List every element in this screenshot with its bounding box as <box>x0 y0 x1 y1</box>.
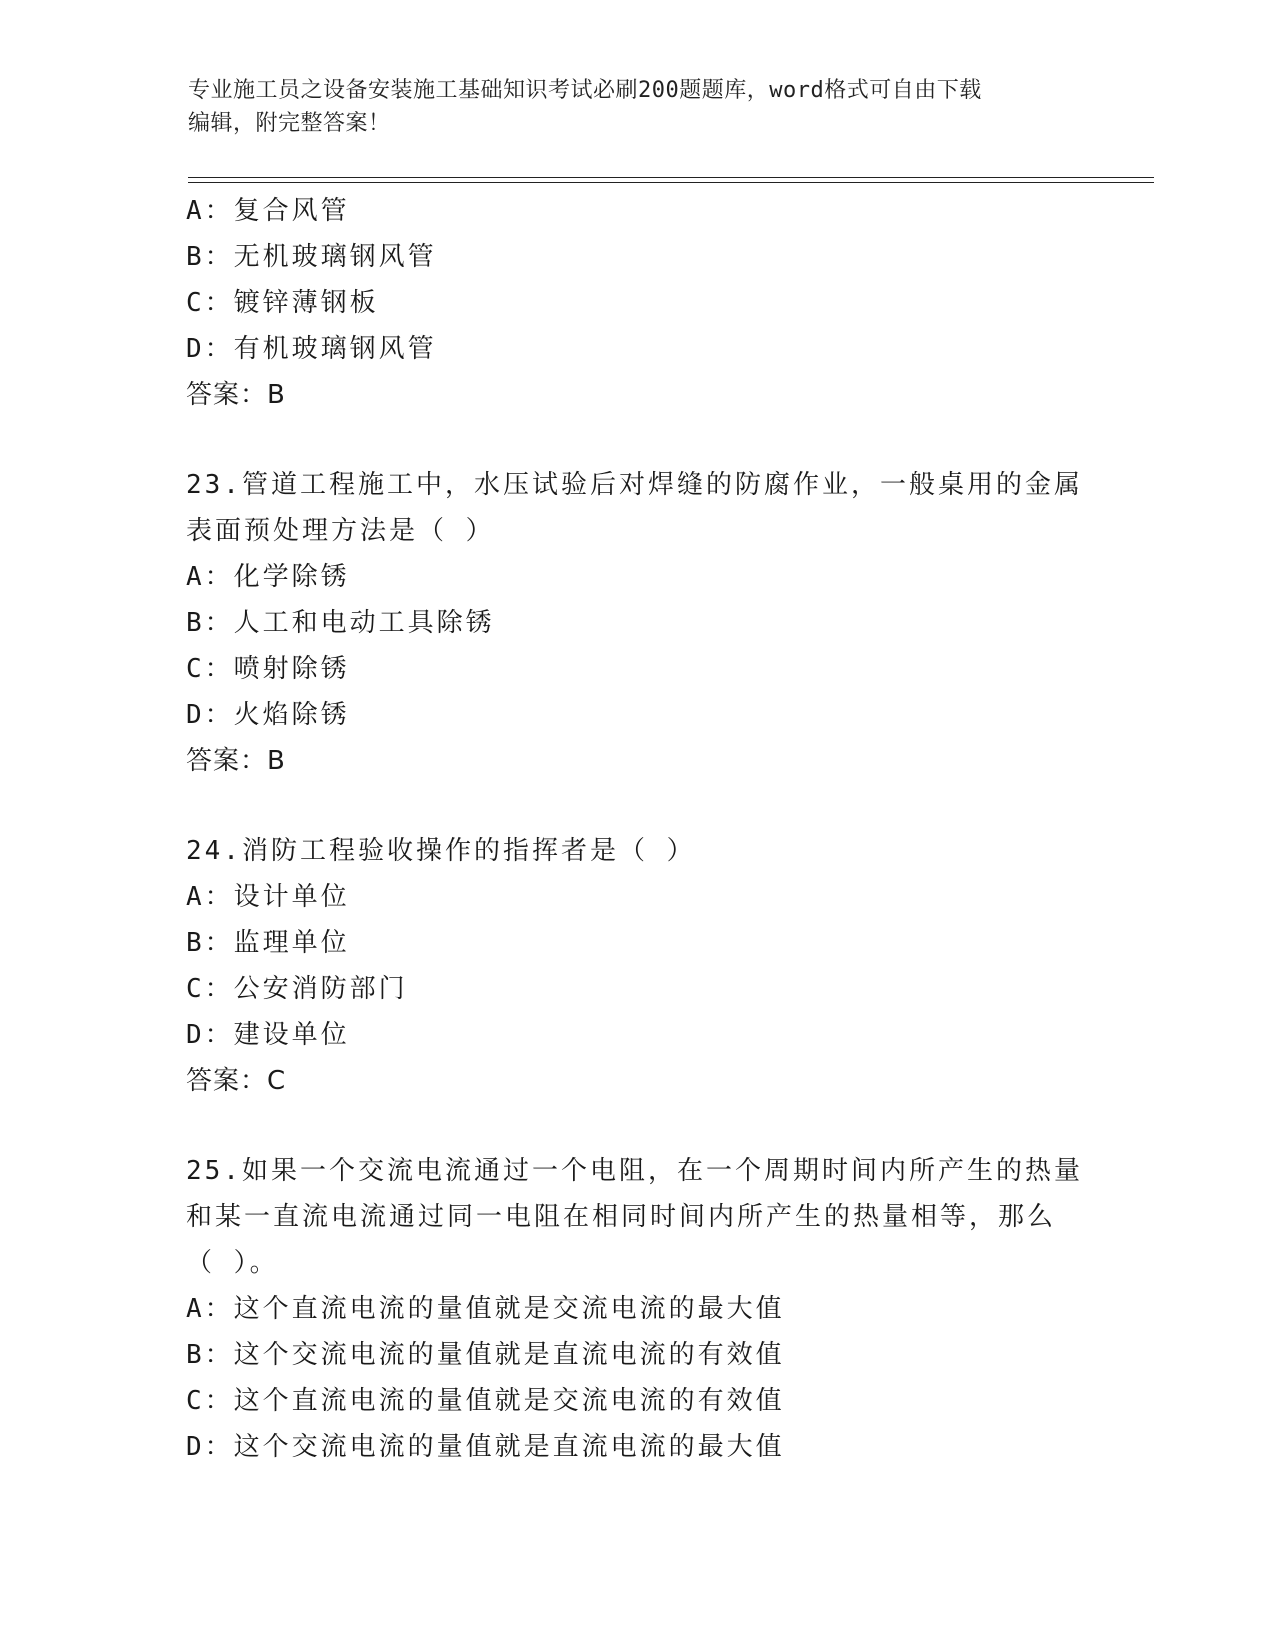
option-c: C：公安消防部门 <box>186 974 408 1004</box>
option-d: D：建设单位 <box>186 1020 350 1050</box>
question-text-line-3: （ ）。 <box>186 1248 279 1278</box>
header-rule-top <box>188 177 1154 178</box>
spacer <box>186 418 1106 462</box>
option-a: A：设计单位 <box>186 882 350 912</box>
option-d: D：这个交流电流的量值就是直流电流的最大值 <box>186 1432 785 1462</box>
question-text-line-1: 24.消防工程验收操作的指挥者是（ ） <box>186 836 696 866</box>
option-c: C：这个直流电流的量值就是交流电流的有效值 <box>186 1386 785 1416</box>
option-d: D：有机玻璃钢风管 <box>186 334 437 364</box>
header-rule-bottom <box>188 182 1154 183</box>
spacer <box>186 784 1106 828</box>
option-a: A：这个直流电流的量值就是交流电流的最大值 <box>186 1294 785 1324</box>
question-23 <box>186 462 1106 784</box>
question-text-line-2: 和某一直流电流通过同一电阻在相同时间内所产生的热量相等，那么 <box>186 1202 1057 1232</box>
option-b: B：这个交流电流的量值就是直流电流的有效值 <box>186 1340 785 1370</box>
answer-line: 答案：C <box>186 1066 287 1096</box>
page-header <box>188 74 1088 140</box>
answer-line: 答案：B <box>186 380 286 410</box>
option-d: D：火焰除锈 <box>186 700 350 730</box>
option-b: B：监理单位 <box>186 928 350 958</box>
option-c: C：喷射除锈 <box>186 654 350 684</box>
option-a: A：化学除锈 <box>186 562 350 592</box>
header-line-2: 编辑，附完整答案！ <box>188 111 391 136</box>
question-text-line-2: 表面预处理方法是（ ） <box>186 516 495 546</box>
option-b: B：无机玻璃钢风管 <box>186 242 437 272</box>
header-line-1: 专业施工员之设备安装施工基础知识考试必刷200题题库，word格式可自由下载 <box>188 78 982 103</box>
spacer <box>186 1104 1106 1148</box>
answer-line: 答案：B <box>186 746 286 776</box>
question-text-line-1: 25.如果一个交流电流通过一个电阻，在一个周期时间内所产生的热量 <box>186 1156 1083 1186</box>
question-24 <box>186 828 1106 1104</box>
question-22 <box>186 188 1106 418</box>
option-c: C：镀锌薄钢板 <box>186 288 379 318</box>
question-25 <box>186 1148 1106 1470</box>
question-list <box>186 188 1106 1470</box>
option-a: A：复合风管 <box>186 196 350 226</box>
question-text-line-1: 23.管道工程施工中，水压试验后对焊缝的防腐作业，一般桌用的金属 <box>186 470 1083 500</box>
option-b: B：人工和电动工具除锈 <box>186 608 495 638</box>
